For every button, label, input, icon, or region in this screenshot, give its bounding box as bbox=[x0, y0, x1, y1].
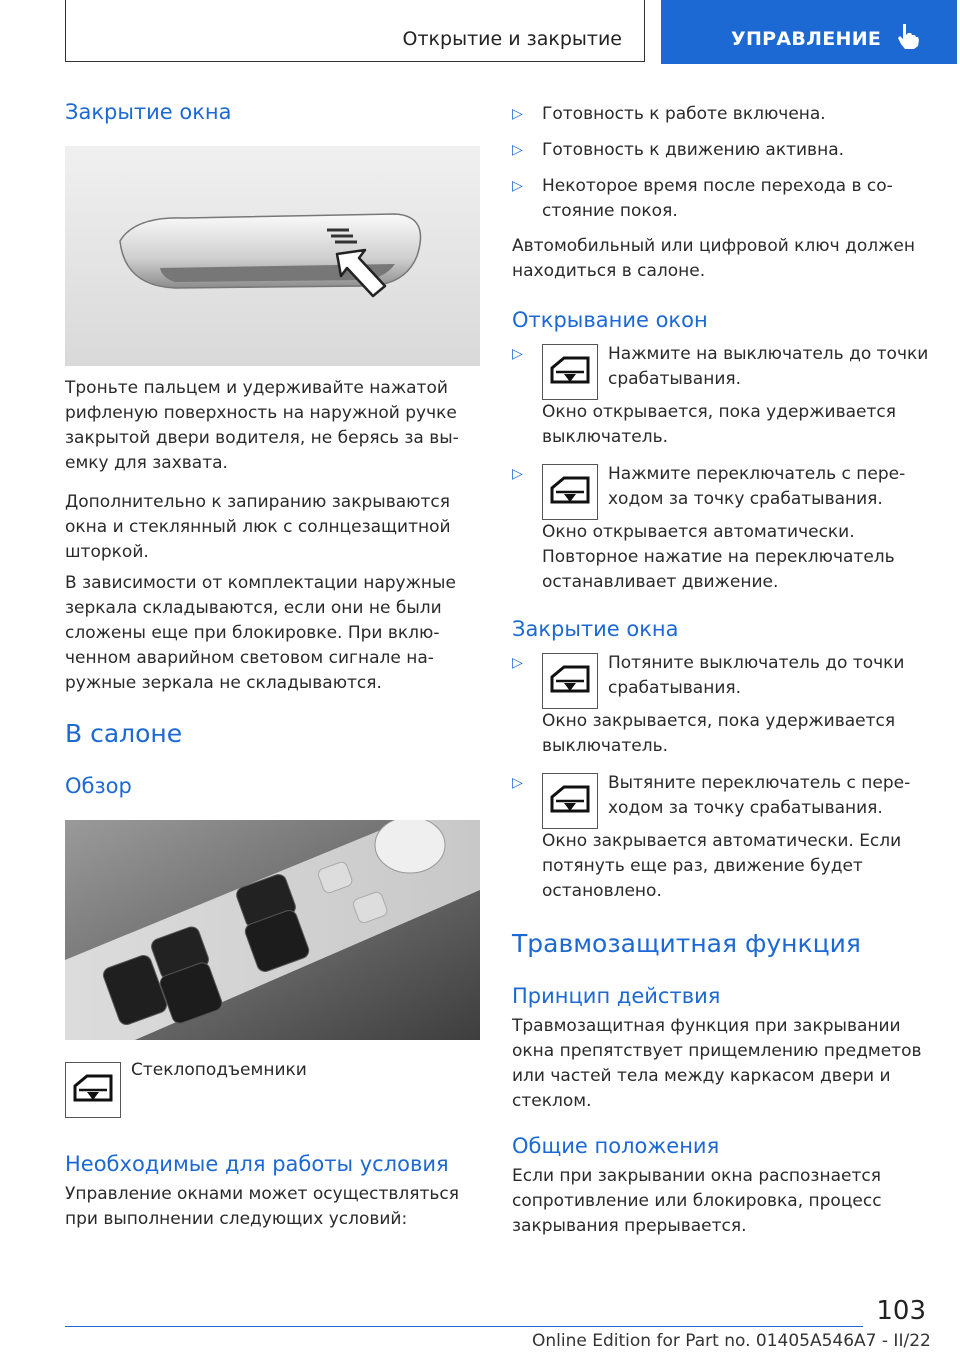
window-lifter-icon bbox=[65, 1062, 121, 1118]
footer-divider bbox=[65, 1326, 863, 1327]
heading-opening: Открывание окон bbox=[512, 308, 708, 332]
paragraph-touch-handle: Троньте пальцем и удерживайте нажатой рифленую поверхность на наружной ручке закрытой двери водителя, не берясь за выемку для захвата. bbox=[65, 378, 459, 473]
bullet-triangle-icon: ▷ bbox=[512, 466, 523, 482]
bullet-triangle-icon: ▷ bbox=[512, 106, 523, 122]
opening-step-2: ▷ Нажмите переключатель с переходом за точку срабатывания. Окно открывается автоматически. Повторное нажатие на переключатель останавливает движение. bbox=[512, 464, 906, 592]
chapter-title: УПРАВЛЕНИЕ bbox=[731, 28, 882, 50]
closing-step-1: ▷ Потяните выключатель до точки срабатывания. Окно закрывается, пока удерживается выключатель. bbox=[512, 653, 905, 756]
heading-general: Общие положения bbox=[512, 1134, 720, 1158]
window-lifter-icon bbox=[542, 464, 598, 520]
heading-closing: Закрытие окна bbox=[512, 617, 679, 641]
right-column bbox=[512, 102, 930, 1239]
door-handle-photo bbox=[65, 146, 480, 366]
bullet-triangle-icon: ▷ bbox=[512, 346, 523, 362]
page-number: 103 bbox=[876, 1296, 926, 1326]
bullet-triangle-icon: ▷ bbox=[512, 142, 523, 158]
footer-edition: Online Edition for Part no. 01405A546A7 - II/22 bbox=[532, 1331, 931, 1351]
condition-item: ▷ Некоторое время после перехода в состояние покоя. bbox=[512, 176, 893, 221]
page-header bbox=[65, 0, 957, 64]
paragraph-conditions: Управление окнами может осуществляться при выполнении следующих условий: bbox=[65, 1184, 459, 1229]
heading-overview: Обзор bbox=[65, 774, 132, 798]
bullet-triangle-icon: ▷ bbox=[512, 178, 523, 194]
section-tab bbox=[65, 0, 645, 62]
paragraph-general: Если при закрывании окна распознается сопротивление или блокировка, процесс закрывания прерывается. bbox=[512, 1166, 882, 1236]
paragraph-key: Автомобильный или цифровой ключ должен находиться в салоне. bbox=[512, 236, 915, 281]
heading-closing-window: Закрытие окна bbox=[65, 100, 232, 124]
heading-interior: В салоне bbox=[65, 719, 183, 748]
condition-item: ▷ Готовность к движению активна. bbox=[512, 138, 930, 163]
window-lifter-icon bbox=[542, 653, 598, 709]
pointing-hand-icon bbox=[895, 22, 921, 54]
bullet-triangle-icon: ▷ bbox=[512, 775, 523, 791]
closing-step-2: ▷ Вытяните переключатель с переходом за точку срабатывания. Окно закрывается автоматически. Если потянуть еще раз, движение будет остановлено. bbox=[512, 773, 911, 901]
bullet-triangle-icon: ▷ bbox=[512, 655, 523, 671]
chapter-tab bbox=[661, 0, 957, 64]
opening-step-1: ▷ Нажмите на выключатель до точки срабатывания. Окно открывается, пока удерживается выключатель. bbox=[512, 344, 929, 447]
section-title: Открытие и закрытие bbox=[402, 28, 622, 50]
heading-conditions: Необходимые для работы условия bbox=[65, 1152, 449, 1176]
paragraph-principle: Травмозащитная функция при закрывании окна препятствует прищемлению предметов или частей тела между каркасом двери и стеклом. bbox=[512, 1016, 922, 1111]
condition-item: ▷ Готовность к работе включена. bbox=[512, 102, 930, 127]
heading-principle: Принцип действия bbox=[512, 984, 721, 1008]
window-lifter-icon bbox=[542, 773, 598, 829]
icon-caption: Стеклоподъемники bbox=[131, 1060, 307, 1080]
heading-antitrap: Травмозащитная функция bbox=[512, 929, 861, 958]
paragraph-additional-closing: Дополнительно к запиранию закрываются окна и стеклянный люк с солнцезащитной шторкой. bbox=[65, 492, 451, 562]
window-switches-photo bbox=[65, 820, 480, 1040]
left-column bbox=[65, 98, 480, 1232]
paragraph-mirrors: В зависимости от комплектации наружные зеркала складываются, если они не были сложены еще при блокировке. При включенном аварийном световом сигнале наружные зеркала не складываются. bbox=[65, 573, 456, 693]
window-lifter-icon bbox=[542, 344, 598, 400]
